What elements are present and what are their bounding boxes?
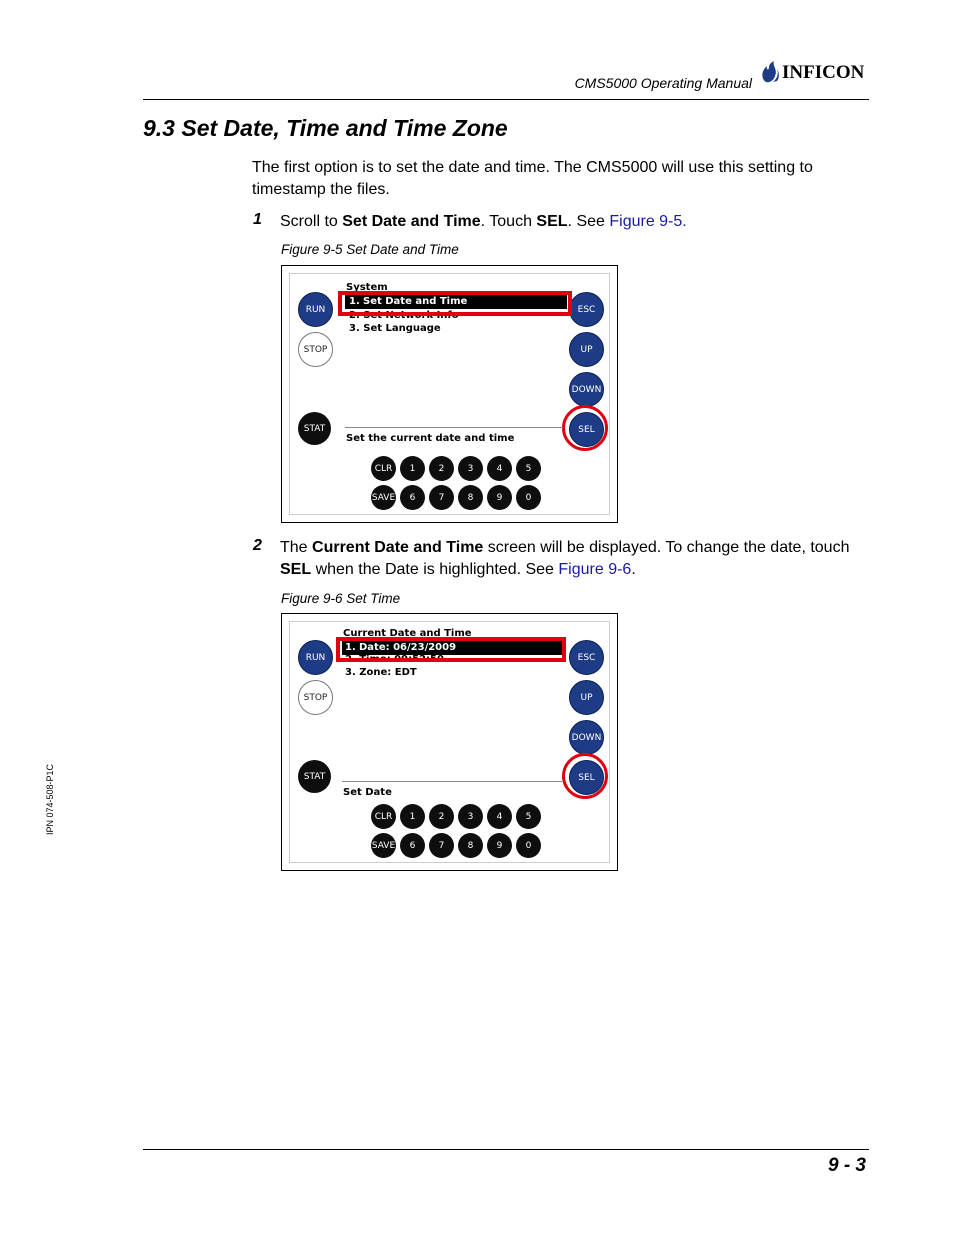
- figure-caption: Figure 9-5 Set Date and Time: [281, 242, 459, 257]
- keypad-1[interactable]: 1: [400, 804, 425, 829]
- selection-highlight-box: [338, 291, 572, 316]
- esc-button[interactable]: ESC: [569, 640, 604, 675]
- manual-title: CMS5000 Operating Manual: [574, 75, 752, 91]
- keypad-save[interactable]: SAVE: [371, 833, 396, 858]
- stat-button[interactable]: STAT: [298, 760, 331, 793]
- flame-logo-icon: [760, 60, 780, 84]
- stop-button[interactable]: STOP: [298, 332, 333, 367]
- figure-link[interactable]: Figure 9-5.: [609, 213, 687, 230]
- keypad-clr[interactable]: CLR: [371, 456, 396, 481]
- up-button[interactable]: UP: [569, 680, 604, 715]
- down-button[interactable]: DOWN: [569, 720, 604, 755]
- keypad-9[interactable]: 9: [487, 485, 512, 510]
- esc-button[interactable]: ESC: [569, 292, 604, 327]
- keypad-2[interactable]: 2: [429, 804, 454, 829]
- keypad-0[interactable]: 0: [516, 833, 541, 858]
- status-rule: [345, 427, 563, 428]
- inficon-logo: [760, 60, 872, 84]
- device-screen: [289, 621, 610, 863]
- keypad-4[interactable]: 4: [487, 804, 512, 829]
- keypad-3[interactable]: 3: [458, 456, 483, 481]
- keypad-8[interactable]: 8: [458, 485, 483, 510]
- menu-item[interactable]: 2. Time: 09:52:50: [345, 654, 444, 665]
- footer-rule: [143, 1149, 869, 1150]
- step-number: 1: [253, 211, 262, 228]
- sel-highlight-ring: [562, 753, 608, 799]
- menu-title: Current Date and Time: [343, 628, 472, 639]
- sel-button[interactable]: SEL: [569, 412, 604, 447]
- figure-screenshot: [281, 265, 618, 523]
- menu-item-selected[interactable]: 1. Set Date and Time: [345, 295, 567, 309]
- keypad-7[interactable]: 7: [429, 485, 454, 510]
- step-number: 2: [253, 537, 262, 554]
- logo-wordmark: INFICON: [782, 62, 865, 83]
- run-button[interactable]: RUN: [298, 292, 333, 327]
- keypad-5[interactable]: 5: [516, 804, 541, 829]
- keypad-4[interactable]: 4: [487, 456, 512, 481]
- intro-paragraph: The first option is to set the date and time. The CMS5000 will use this setting to timestamp the files.: [252, 159, 813, 198]
- figure-screenshot: [281, 613, 618, 871]
- sel-highlight-ring: [562, 405, 608, 451]
- status-text: Set Date: [343, 787, 392, 798]
- figure-link[interactable]: Figure 9-6: [558, 561, 632, 578]
- menu-item-selected[interactable]: 1. Date: 06/23/2009: [342, 641, 562, 655]
- device-screen: [289, 273, 610, 515]
- keypad-1[interactable]: 1: [400, 456, 425, 481]
- menu-title: System: [346, 282, 388, 293]
- keypad-9[interactable]: 9: [487, 833, 512, 858]
- header-rule: [143, 99, 869, 100]
- keypad-8[interactable]: 8: [458, 833, 483, 858]
- step-text: The Current Date and Time screen will be displayed. To change the date, touch SEL when the Date is highlighted. See Figure 9-6.: [280, 539, 850, 578]
- section-title: 9.3 Set Date, Time and Time Zone: [143, 115, 508, 141]
- keypad-3[interactable]: 3: [458, 804, 483, 829]
- step-text: Scroll to Set Date and Time. Touch SEL. See Figure 9-5.: [280, 213, 687, 230]
- run-button[interactable]: RUN: [298, 640, 333, 675]
- keypad-2[interactable]: 2: [429, 456, 454, 481]
- document-ipn: IPN 074-508-P1C: [45, 763, 55, 835]
- selection-highlight-box: [336, 637, 566, 662]
- figure-caption: Figure 9-6 Set Time: [281, 591, 401, 606]
- stop-button[interactable]: STOP: [298, 680, 333, 715]
- status-rule: [342, 781, 562, 782]
- keypad-save[interactable]: SAVE: [371, 485, 396, 510]
- menu-item[interactable]: 3. Set Language: [349, 323, 441, 334]
- keypad-5[interactable]: 5: [516, 456, 541, 481]
- up-button[interactable]: UP: [569, 332, 604, 367]
- keypad-6[interactable]: 6: [400, 485, 425, 510]
- menu-item[interactable]: 3. Zone: EDT: [345, 667, 417, 678]
- sel-button[interactable]: SEL: [569, 760, 604, 795]
- keypad-clr[interactable]: CLR: [371, 804, 396, 829]
- keypad-0[interactable]: 0: [516, 485, 541, 510]
- menu-item[interactable]: 2. Set Network Info: [349, 310, 459, 321]
- keypad-7[interactable]: 7: [429, 833, 454, 858]
- down-button[interactable]: DOWN: [569, 372, 604, 407]
- page-number: 9 - 3: [827, 1155, 866, 1176]
- status-text: Set the current date and time: [346, 433, 515, 444]
- stat-button[interactable]: STAT: [298, 412, 331, 445]
- keypad-6[interactable]: 6: [400, 833, 425, 858]
